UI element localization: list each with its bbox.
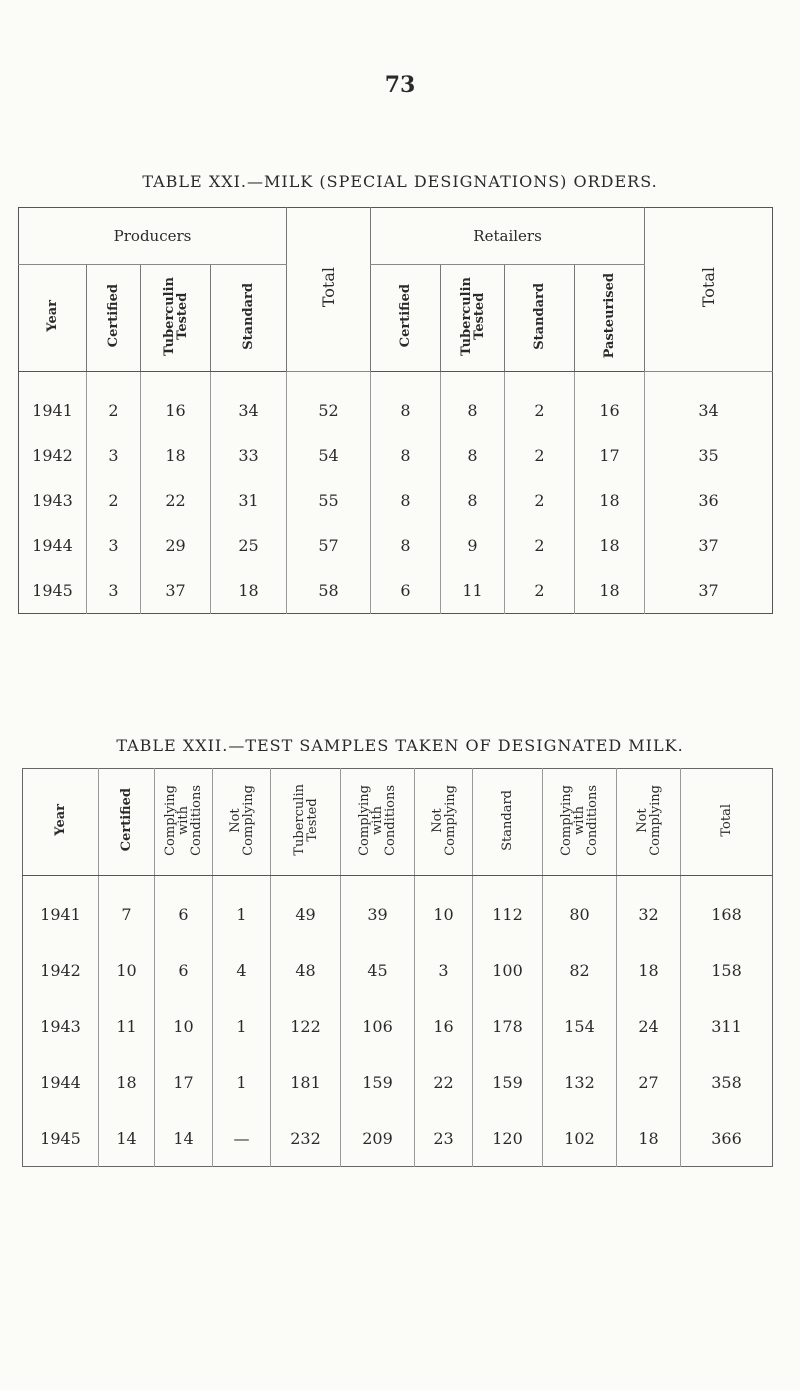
cell: 18: [575, 523, 645, 568]
cell: 11: [441, 568, 505, 614]
cell: 8: [371, 523, 441, 568]
cell: 8: [371, 433, 441, 478]
retailers-tuberculin-header: Tuberculin Tested: [441, 265, 505, 372]
retailers-total-header: Total: [645, 208, 773, 372]
retailers-group-header: Retailers: [371, 208, 645, 265]
cell: 178: [473, 998, 543, 1054]
cell: 2: [505, 568, 575, 614]
cell: 3: [87, 523, 141, 568]
cell: 11: [99, 998, 155, 1054]
cell: 232: [271, 1110, 341, 1167]
table-row: [23, 942, 773, 998]
cell: 1941: [40, 904, 81, 924]
producers-standard-header: Standard: [211, 265, 287, 372]
cell: 1: [213, 998, 271, 1054]
cell: 18: [141, 433, 211, 478]
table-row: [23, 1110, 773, 1167]
cell: 18: [575, 568, 645, 614]
table-21-title: TABLE XXI.—MILK (SPECIAL DESIGNATIONS) ORDERS.: [142, 172, 658, 191]
cell: 158: [681, 942, 773, 998]
cell: 1942: [32, 446, 73, 465]
cell: 122: [271, 998, 341, 1054]
header-year: Year: [23, 769, 99, 876]
cell: 1943: [40, 1016, 81, 1036]
table-row: [19, 372, 773, 434]
table-row: [23, 1054, 773, 1110]
cell: 14: [155, 1110, 213, 1167]
producers-total-header: Total: [287, 208, 371, 372]
header-certified-complying: Complying with Conditions: [155, 769, 213, 876]
cell: 159: [473, 1054, 543, 1110]
cell: 1945: [40, 1128, 81, 1148]
cell: 54: [287, 433, 371, 478]
cell: 366: [681, 1110, 773, 1167]
cell: 10: [155, 998, 213, 1054]
cell: 120: [473, 1110, 543, 1167]
cell: 18: [575, 478, 645, 523]
cell: 181: [271, 1054, 341, 1110]
cell: 6: [155, 942, 213, 998]
cell: 2: [505, 478, 575, 523]
cell: 1944: [32, 536, 73, 555]
cell: 52: [287, 372, 371, 434]
cell: 35: [645, 433, 773, 478]
header-tuberculin-not-complying: Not Complying: [415, 769, 473, 876]
cell: 33: [211, 433, 287, 478]
cell: 2: [87, 478, 141, 523]
table-row: [19, 523, 773, 568]
cell: 311: [681, 998, 773, 1054]
table-row: [23, 998, 773, 1054]
header-standard: Standard: [473, 769, 543, 876]
cell: —: [213, 1110, 271, 1167]
cell: 7: [99, 876, 155, 943]
header-tuberculin: Tuberculin Tested: [271, 769, 341, 876]
cell: 8: [441, 478, 505, 523]
table-21-milk-orders: [18, 207, 773, 614]
header-standard-complying: Complying with Conditions: [543, 769, 617, 876]
cell: 10: [415, 876, 473, 943]
table-row: [19, 433, 773, 478]
table-row: [23, 876, 773, 943]
cell: 18: [617, 942, 681, 998]
year-header: Year: [19, 265, 87, 372]
cell: 34: [211, 372, 287, 434]
cell: 16: [141, 372, 211, 434]
cell: 16: [415, 998, 473, 1054]
cell: 159: [341, 1054, 415, 1110]
retailers-pasteurised-header: Pasteurised: [575, 265, 645, 372]
table-row: [19, 478, 773, 523]
cell: 3: [87, 568, 141, 614]
cell: 8: [371, 478, 441, 523]
cell: 17: [155, 1054, 213, 1110]
header-certified-not-complying: Not Complying: [213, 769, 271, 876]
cell: 6: [371, 568, 441, 614]
cell: 102: [543, 1110, 617, 1167]
cell: 18: [99, 1054, 155, 1110]
cell: 8: [441, 433, 505, 478]
cell: 168: [681, 876, 773, 943]
table-22-title: TABLE XXII.—TEST SAMPLES TAKEN OF DESIGNATED MILK.: [116, 736, 684, 755]
cell: 2: [505, 372, 575, 434]
cell: 16: [575, 372, 645, 434]
cell: 49: [271, 876, 341, 943]
cell: 8: [441, 372, 505, 434]
cell: 6: [155, 876, 213, 943]
cell: 37: [141, 568, 211, 614]
cell: 55: [287, 478, 371, 523]
producers-certified-header: Certified: [87, 265, 141, 372]
cell: 37: [645, 568, 773, 614]
producers-group-header: Producers: [19, 208, 287, 265]
retailers-standard-header: Standard: [505, 265, 575, 372]
cell: 57: [287, 523, 371, 568]
table-22-test-samples: [22, 768, 773, 1167]
cell: 100: [473, 942, 543, 998]
cell: 209: [341, 1110, 415, 1167]
cell: 4: [213, 942, 271, 998]
cell: 29: [141, 523, 211, 568]
header-certified: Certified: [99, 769, 155, 876]
cell: 112: [473, 876, 543, 943]
cell: 3: [415, 942, 473, 998]
header-standard-not-complying: Not Complying: [617, 769, 681, 876]
cell: 39: [341, 876, 415, 943]
cell: 1945: [32, 581, 73, 600]
cell: 18: [617, 1110, 681, 1167]
cell: 2: [505, 433, 575, 478]
cell: 80: [543, 876, 617, 943]
cell: 9: [441, 523, 505, 568]
cell: 1942: [40, 960, 81, 980]
cell: 1: [213, 876, 271, 943]
cell: 14: [99, 1110, 155, 1167]
cell: 3: [87, 433, 141, 478]
producers-tuberculin-header: Tuberculin Tested: [141, 265, 211, 372]
cell: 17: [575, 433, 645, 478]
cell: 18: [211, 568, 287, 614]
cell: 32: [617, 876, 681, 943]
cell: 82: [543, 942, 617, 998]
cell: 34: [645, 372, 773, 434]
cell: 106: [341, 998, 415, 1054]
cell: 358: [681, 1054, 773, 1110]
cell: 1: [213, 1054, 271, 1110]
cell: 154: [543, 998, 617, 1054]
cell: 1941: [32, 401, 73, 420]
cell: 132: [543, 1054, 617, 1110]
cell: 2: [505, 523, 575, 568]
cell: 45: [341, 942, 415, 998]
cell: 2: [87, 372, 141, 434]
cell: 1944: [40, 1072, 81, 1092]
cell: 27: [617, 1054, 681, 1110]
cell: 22: [141, 478, 211, 523]
cell: 25: [211, 523, 287, 568]
cell: 36: [645, 478, 773, 523]
cell: 23: [415, 1110, 473, 1167]
page-number: 73: [384, 72, 416, 98]
cell: 37: [645, 523, 773, 568]
cell: 31: [211, 478, 287, 523]
cell: 8: [371, 372, 441, 434]
table-row: [19, 568, 773, 614]
header-total: Total: [681, 769, 773, 876]
cell: 24: [617, 998, 681, 1054]
header-tuberculin-complying: Complying with Conditions: [341, 769, 415, 876]
cell: 48: [271, 942, 341, 998]
cell: 58: [287, 568, 371, 614]
cell: 22: [415, 1054, 473, 1110]
retailers-certified-header: Certified: [371, 265, 441, 372]
cell: 1943: [32, 491, 73, 510]
cell: 10: [99, 942, 155, 998]
